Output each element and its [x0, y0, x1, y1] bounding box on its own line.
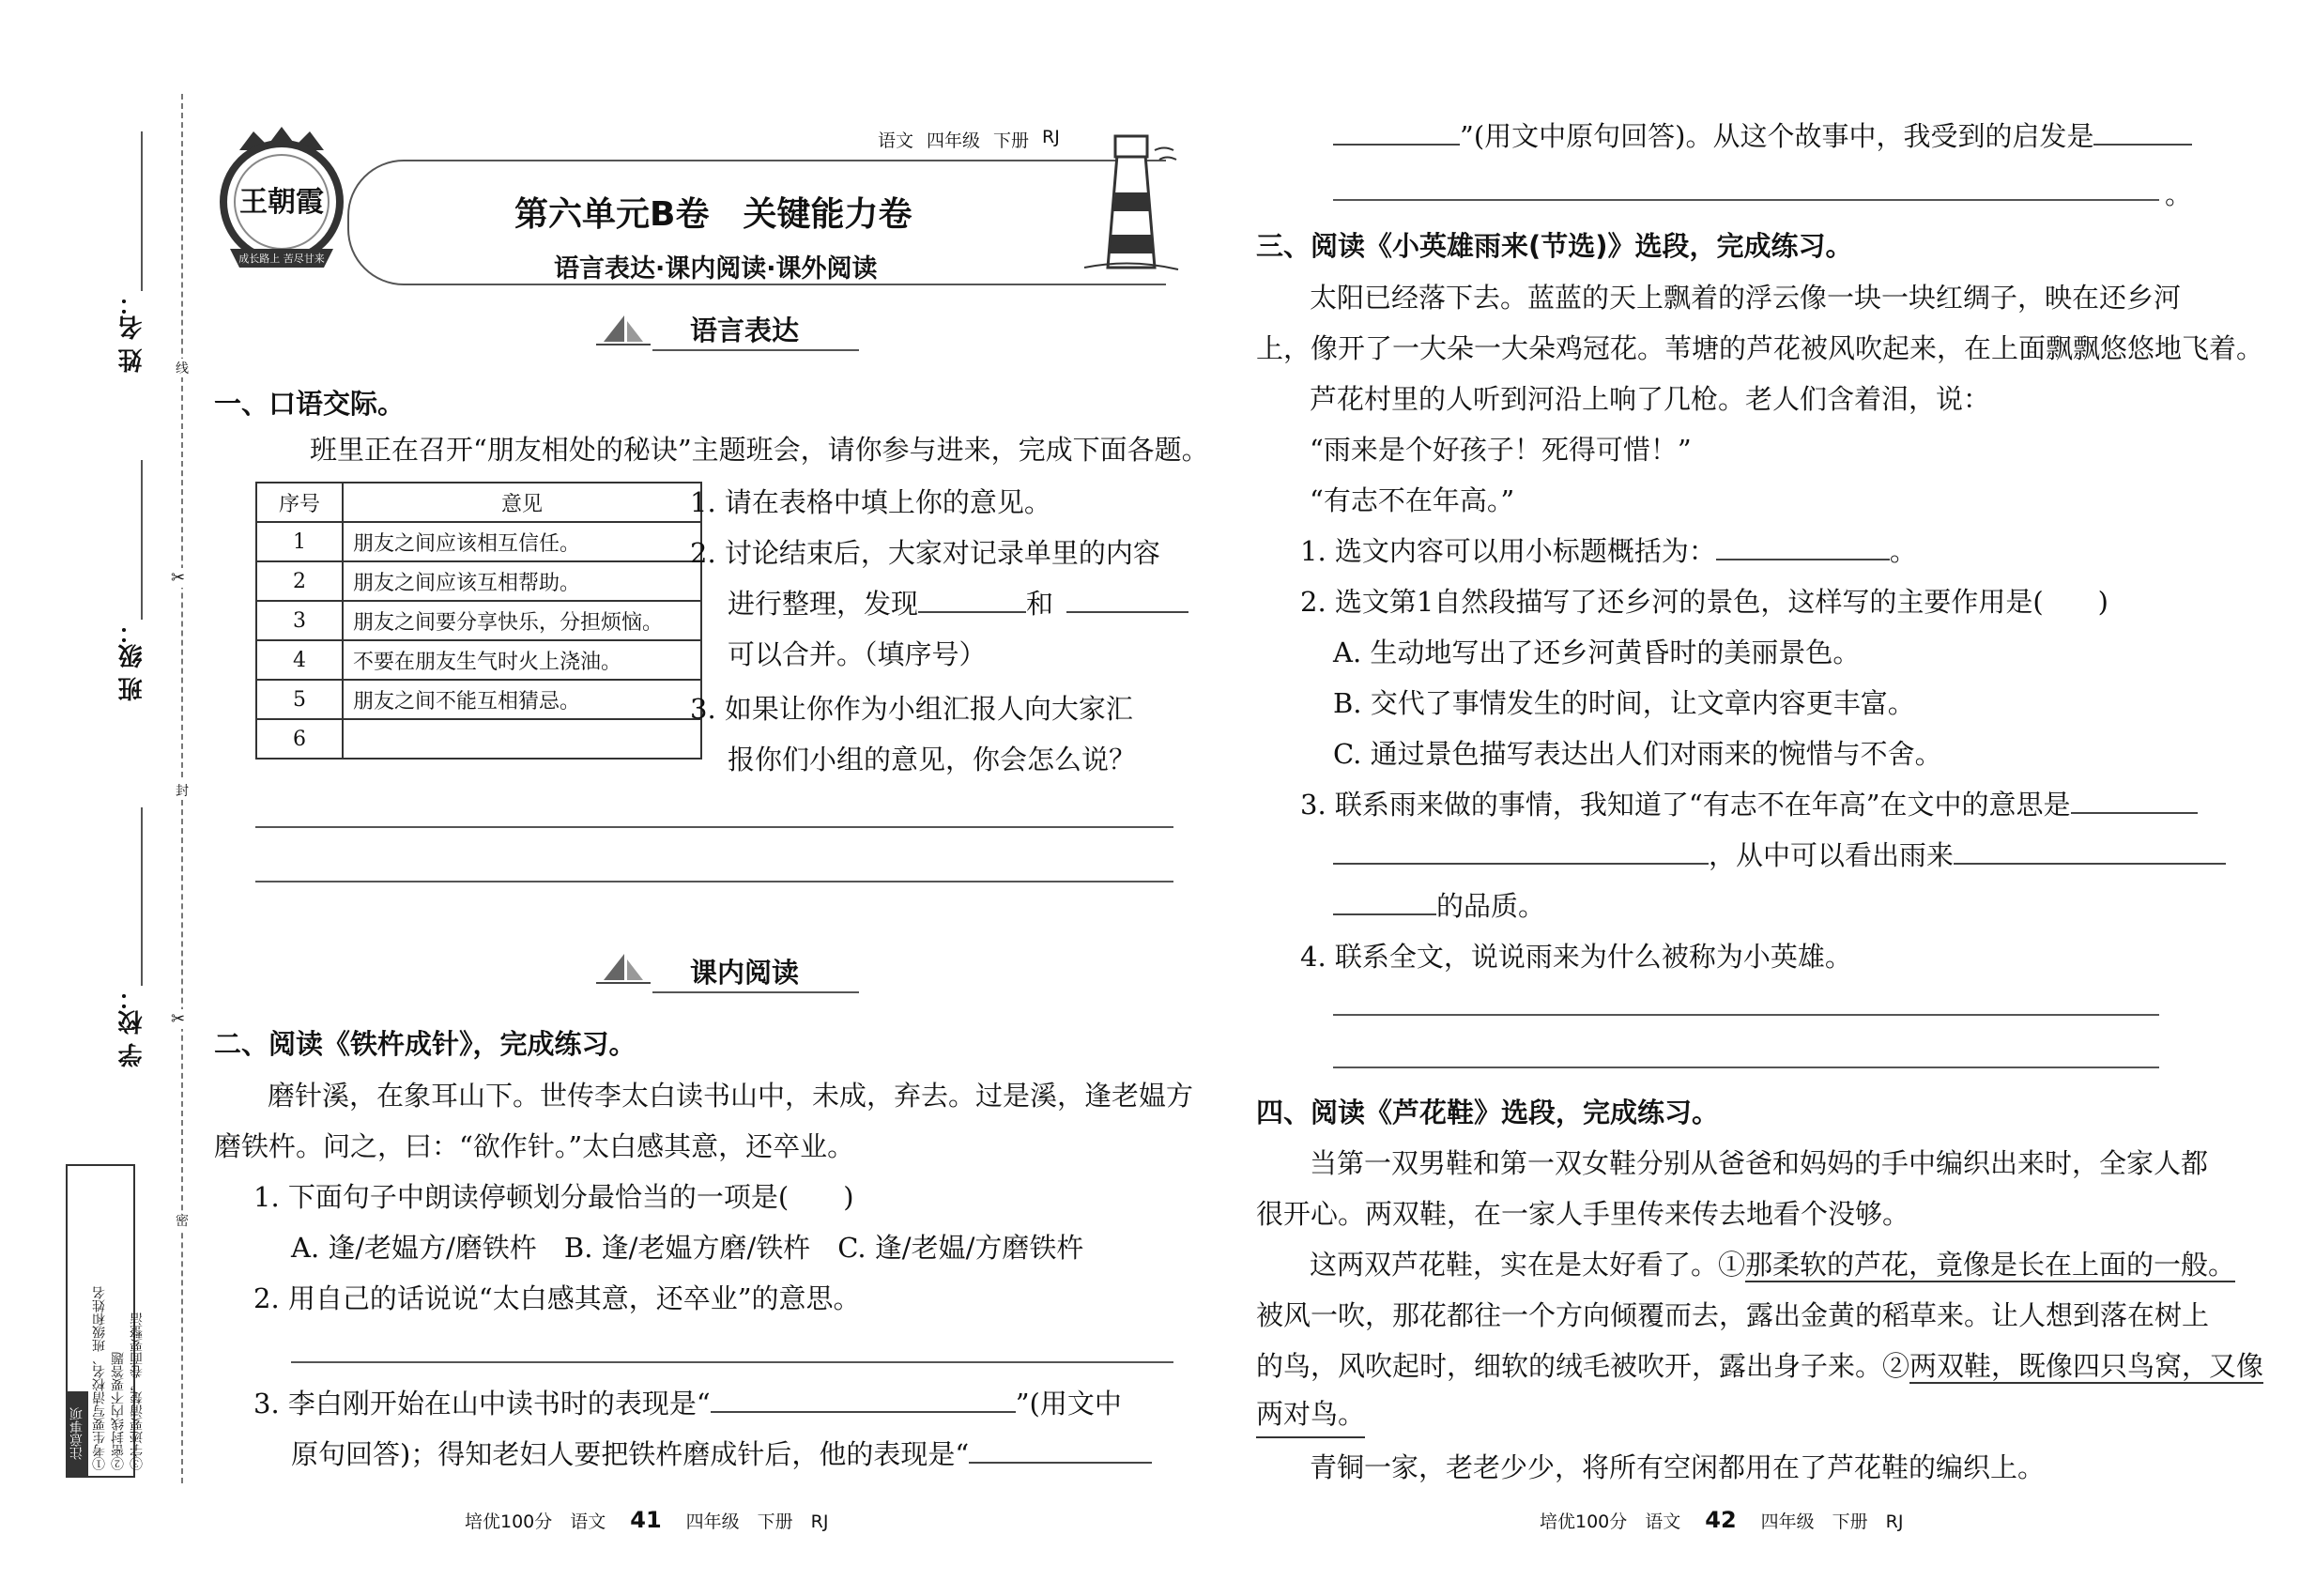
q2-text-line2: 磨铁杵。问之，曰：“欲作针。”太白感其意，还卒业。 — [214, 1130, 855, 1162]
section-title: 课内阅读 — [690, 957, 800, 989]
cut-mark-2: 封 — [173, 781, 192, 800]
answer-line[interactable] — [255, 826, 1173, 828]
row-opinion: 不要在朋友生气时火上浇油。 — [343, 640, 701, 680]
scissors-icon: ✂ — [171, 1009, 186, 1029]
opinion-table — [255, 482, 702, 760]
binding-sidebar — [56, 94, 188, 1502]
underlined-sentence-1: 那柔软的芦花，竟像是长在上面的一般。 — [1745, 1249, 2236, 1281]
q1-item3-line2: 报你们小组的意见，你会怎么说？ — [728, 744, 1137, 775]
answer-blank[interactable] — [711, 1411, 1016, 1413]
answer-line[interactable] — [255, 881, 1173, 882]
q4-passage-line: 当第一双男鞋和第一双女鞋分别从爸爸和妈妈的手中编织出来时，全家人都 — [1310, 1147, 2209, 1179]
q4-passage-line: 两对鸟。 — [1256, 1391, 1365, 1438]
q1-item2-line3: 可以合并。（填序号） — [728, 638, 987, 670]
answer-line[interactable] — [291, 1361, 1173, 1363]
table-row — [256, 561, 701, 601]
school-field-line[interactable] — [141, 807, 143, 986]
row-number: 2 — [256, 561, 343, 601]
q2-item2: 2. 用自己的话说说“太白感其意，还卒业”的意思。 — [253, 1282, 861, 1314]
underlined-sentence-2: 两双鞋，既像四只鸟窝，又像 — [1909, 1350, 2264, 1382]
q4-passage-line: 青铜一家，老老少少，将所有空闲都用在了芦花鞋的编织上。 — [1310, 1451, 2046, 1483]
row-opinion: 朋友之间不能互相猜忌。 — [343, 680, 701, 719]
q1-title: 一、口语交际。 — [214, 388, 406, 420]
table-row — [256, 601, 701, 640]
q1-item3: 3. 如果让你作为小组汇报人向大家汇 — [690, 693, 1133, 725]
section-title: 语言表达 — [690, 315, 800, 346]
page-footer-right: 培优100分 语文 42 四年级 下册 RJ — [1540, 1507, 1904, 1533]
row-number: 3 — [256, 601, 343, 640]
page-subtitle: 语言表达·课内阅读·课外阅读 — [554, 254, 878, 284]
row-opinion: 朋友之间应该互相帮助。 — [343, 561, 701, 601]
q3-item3-line2: ，从中可以看出雨来 — [1333, 830, 2226, 881]
q1-intro: 班里正在召开“朋友相处的秘诀”主题班会，请你参与进来，完成下面各题。 — [310, 434, 1209, 466]
q3-item3: 3. 联系雨来做的事情，我知道了“有志不在年高”在文中的意思是 — [1300, 779, 2198, 830]
row-opinion-blank[interactable] — [343, 719, 701, 759]
table-row — [256, 680, 701, 719]
q4-passage-line: 被风一吹，那花都往一个方向倾覆而去，露出金黄的稻草来。让人想到落在树上 — [1256, 1299, 2210, 1331]
answer-blank[interactable] — [1333, 913, 1436, 915]
table-header: 意见 — [343, 483, 701, 522]
school-label: 学 校： — [118, 986, 146, 1068]
page-footer-left: 培优100分 语文 41 四年级 下册 RJ — [465, 1507, 829, 1533]
q3-passage-line: 芦花村里的人听到河沿上响了几枪。老人们含着泪，说： — [1310, 383, 1991, 415]
q3-item4: 4. 联系全文，说说雨来为什么被称为小英雄。 — [1300, 941, 1852, 973]
row-opinion: 朋友之间要分享快乐，分担烦恼。 — [343, 601, 701, 640]
class-label: 班 级： — [118, 620, 146, 702]
logo-text: 王朝霞 — [239, 186, 324, 219]
line-end-mark: 。 — [2165, 178, 2193, 210]
q2-item3-continued: ”(用文中原句回答)。从这个故事中，我受到的启发是 — [1333, 111, 2192, 161]
tag-term: 下册 — [993, 130, 1030, 151]
notes-title: 注意事项 — [68, 1391, 88, 1476]
class-field-line[interactable] — [141, 460, 143, 620]
q3-option-c: C. 通过景色描写表达出人们对雨来的惋惜与不舍。 — [1333, 738, 1942, 770]
q2-text-line1: 磨针溪，在象耳山下。世传李太白读书山中，未成，弃去。过是溪，逢老媪方 — [268, 1080, 1194, 1112]
q3-passage-line: 太阳已经落下去。蓝蓝的天上飘着的浮云像一块一块红绸子，映在还乡河 — [1310, 282, 2182, 314]
row-number: 5 — [256, 680, 343, 719]
tag-grade: 四年级 — [927, 130, 981, 151]
q3-passage-line: 上，像开了一大朵一大朵鸡冠花。苇塘的芦花被风吹起来，在上面飘飘悠悠地飞着。 — [1256, 332, 2264, 364]
q3-passage-line: “有志不在年高。” — [1310, 484, 1515, 516]
name-field-line[interactable] — [141, 131, 143, 291]
page-title: 第六单元B卷 关键能力卷 — [514, 195, 912, 234]
subject-tags — [878, 127, 1060, 152]
section-banner-reading — [596, 948, 878, 995]
answer-blank[interactable] — [2093, 144, 2192, 146]
answer-blank[interactable] — [1716, 559, 1890, 560]
tag-edition: RJ — [1042, 127, 1060, 147]
scissors-icon: ✂ — [171, 568, 186, 588]
q3-item3-line3: 的品质。 — [1333, 881, 1545, 931]
q1-item2: 2. 讨论结束后，大家对记录单里的内容 — [690, 537, 1160, 569]
q4-passage-line: 很开心。两双鞋，在一家人手里传来传去地看个没够。 — [1256, 1198, 1910, 1230]
q2-item1: 1. 下面句子中朗读停顿划分最恰当的一项是( ) — [253, 1181, 854, 1213]
lighthouse-icon — [1080, 127, 1183, 290]
section-banner-language — [596, 310, 878, 357]
answer-blank[interactable] — [2071, 812, 2198, 814]
note-item: ①考生要写清校名、班级和姓名 — [92, 1286, 107, 1470]
tag-subject: 语文 — [878, 130, 914, 151]
notes-list — [90, 1170, 146, 1470]
q2-item1-options: A. 逢/老媪方/磨铁杵 B. 逢/老媪方磨/铁杵 C. 逢/老媪/方磨铁杵 — [291, 1232, 1084, 1264]
answer-line[interactable] — [1333, 1014, 2159, 1016]
page-number: 42 — [1705, 1507, 1737, 1533]
row-number: 4 — [256, 640, 343, 680]
table-header: 序号 — [256, 483, 343, 522]
q3-item1: 1. 选文内容可以用小标题概括为： 。 — [1300, 535, 1917, 567]
q3-option-a: A. 生动地写出了还乡河黄昏时的美丽景色。 — [1333, 637, 1861, 668]
q3-passage-line: “雨来是个好孩子！死得可惜！” — [1310, 434, 1692, 466]
answer-line[interactable] — [1333, 1067, 2159, 1068]
answer-blank[interactable] — [918, 611, 1026, 613]
answer-blank[interactable] — [1954, 863, 2226, 865]
table-row — [256, 640, 701, 680]
notes-box — [66, 1164, 145, 1478]
sailboat-icon — [596, 314, 652, 351]
table-row — [256, 522, 701, 561]
answer-blank[interactable] — [969, 1462, 1152, 1464]
cut-mark-1: 线 — [173, 359, 192, 377]
row-opinion: 朋友之间应该相互信任。 — [343, 522, 701, 561]
page-number: 41 — [630, 1507, 662, 1533]
answer-blank[interactable] — [1333, 863, 1709, 865]
q2-item3: 3. 李白刚开始在山中读书时的表现是“ ”(用文中 — [253, 1388, 1122, 1420]
name-label: 姓 名： — [118, 291, 146, 374]
q4-passage-line: 的鸟，风吹起时，细软的绒毛被吹开，露出身子来。②两双鞋，既像四只鸟窝，又像 — [1256, 1350, 2264, 1382]
q3-option-b: B. 交代了事情发生的时间，让文章内容更丰富。 — [1333, 687, 1915, 719]
q2-item3-line2: 原句回答)；得知老妇人要把铁杵磨成针后，他的表现是“ — [291, 1429, 1152, 1480]
logo-slogan: 成长路上 苦尽甘来 — [238, 253, 325, 265]
q1-item1: 1. 请在表格中填上你的意见。 — [690, 486, 1051, 518]
q2-title: 二、阅读《铁杵成针》，完成练习。 — [214, 1028, 636, 1060]
q4-passage-line: 这两双芦花鞋，实在是太好看了。①那柔软的芦花，竟像是长在上面的一般。 — [1310, 1249, 2236, 1281]
answer-blank[interactable] — [1066, 611, 1188, 613]
q4-title: 四、阅读《芦花鞋》选段，完成练习。 — [1256, 1097, 1720, 1128]
note-item: ②密封线内不要答题 — [111, 1352, 126, 1470]
cut-mark-3: 密 — [173, 1211, 192, 1230]
note-item: ③字迹要清楚，卷面要整洁 — [130, 1312, 145, 1470]
sailboat-icon — [596, 952, 652, 990]
row-number: 6 — [256, 719, 343, 759]
brand-logo — [211, 122, 352, 272]
table-row[interactable] — [256, 719, 701, 759]
answer-line[interactable] — [1333, 199, 2159, 201]
row-number: 1 — [256, 522, 343, 561]
q3-title: 三、阅读《小英雄雨来(节选)》选段，完成练习。 — [1256, 230, 1853, 262]
q3-item2: 2. 选文第1自然段描写了还乡河的景色，这样写的主要作用是( ) — [1300, 586, 2108, 618]
q1-item2-line2: 进行整理，发现 和 — [728, 578, 1188, 629]
answer-blank[interactable] — [1333, 144, 1460, 146]
